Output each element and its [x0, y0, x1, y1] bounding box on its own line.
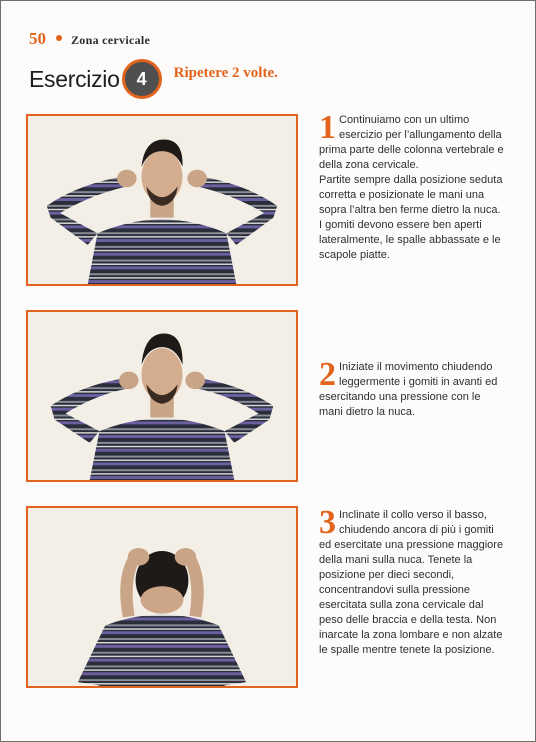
exercise-number: 4: [136, 68, 147, 89]
man-stretching-illustration-1: [28, 116, 296, 284]
man-stretching-illustration-3: [28, 508, 296, 686]
step-text: Inclinate il collo verso il basso, chiudendo ancora di più i gomiti ed esercitate una pressione maggiore della mani sulla nuca. Tenete la posizione per dieci secondi, concentrandovi sulla pressione esercitata sulla zona cervicale dal peso delle braccia e della testa. Non inarcate la zona lombare e non alzate le spalle mentre tenete la posizione.: [319, 509, 504, 656]
exercise-photo-step-2: [26, 310, 298, 482]
repeat-instruction: Ripetere 2 volte.: [173, 64, 278, 81]
running-header: [29, 29, 150, 49]
exercise-photo-step-3: [26, 506, 298, 688]
step-text: Iniziate il movimento chiudendo leggermente i gomiti in avanti ed esercitando una pressione con le mani dietro la nuca.: [319, 361, 498, 418]
exercise-heading: [29, 59, 278, 99]
step-2: [319, 356, 505, 420]
step-number: 2: [319, 356, 336, 393]
exercise-title: Esercizio: [29, 65, 120, 92]
step-text-continued: Partite sempre dalla posizione seduta corretta e posizionate le mani una sopra l’altra ben ferme dietro la nuca. I gomiti devono essere ben aperti lateralmente, le spalle abbassate e le scapole piatte.: [319, 174, 503, 261]
step-number: 1: [319, 109, 336, 146]
step-number: 3: [319, 504, 336, 541]
man-stretching-illustration-2: [28, 312, 296, 480]
page-number: 50: [29, 29, 46, 48]
step-text: Continuiamo con un ultimo esercizio per l’allungamento della prima parte delle colonna vertebrale e della zona cervicale.: [319, 114, 504, 171]
section-name: Zona cervicale: [71, 33, 151, 47]
bullet-dot-icon: [56, 35, 62, 41]
step-1: [319, 109, 505, 263]
exercise-number-badge: [122, 59, 162, 99]
exercise-photo-step-1: [26, 114, 298, 286]
step-3: [319, 504, 505, 658]
